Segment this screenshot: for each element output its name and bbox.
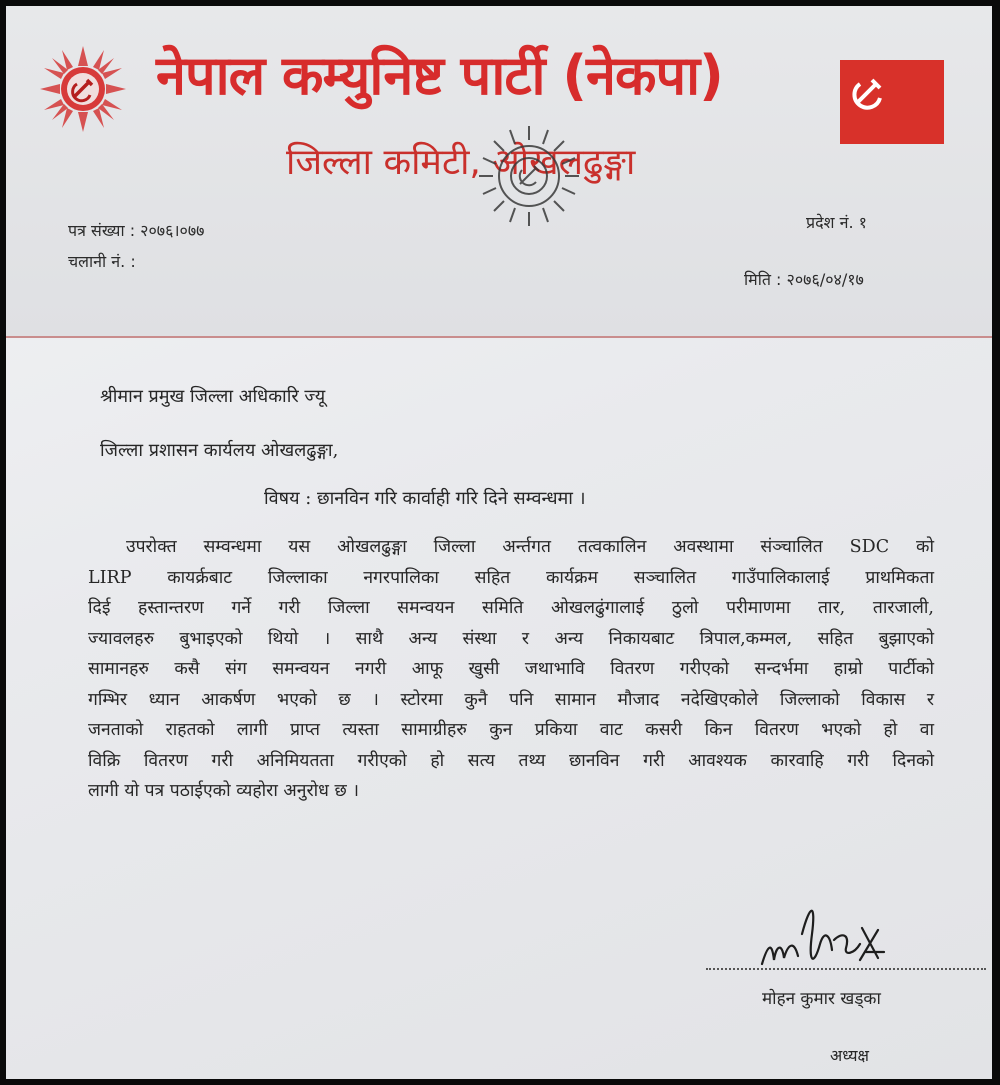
letter-date: मिति : २०७६/०४/१७ <box>744 270 864 289</box>
letter-page <box>6 6 992 1079</box>
recipient-office: जिल्ला प्रशासन कार्यलय ओखलढुङ्गा, <box>100 440 339 461</box>
district-committee-title: जिल्ला कमिटी, ओखलढुङ्गा <box>286 142 636 183</box>
subject-line: विषय : छानविन गरि कार्वाही गरि दिने सम्वन्धमा । <box>264 488 586 509</box>
party-name: नेपाल कम्युनिष्ट पार्टी (नेकपा) <box>156 44 723 107</box>
letterhead <box>6 6 992 336</box>
body-line: विक्रि वितरण गरी अनिमियतता गरीएको हो सत्य तथ्य छानविन गरी आवश्यक कारवाहि गरी दिनको <box>88 750 934 771</box>
recipient-title: श्रीमान प्रमुख जिल्ला अधिकारि ज्यू <box>100 386 326 407</box>
letter-number: पत्र संख्या : २०७६।०७७ <box>68 221 205 240</box>
signature-line <box>706 968 986 970</box>
signer-name: मोहन कुमार खड्का <box>762 989 881 1009</box>
party-seal-icon <box>454 106 604 246</box>
body-line: दिई हस्तान्तरण गर्ने गरी जिल्ला समन्वयन समिति ओखलढुंगालाई ठुलो परीमाणमा तार, तारजाली, <box>88 598 934 618</box>
dispatch-number: चलानी नं. : <box>68 252 136 271</box>
body-line: गम्भिर ध्यान आकर्षण भएको छ । स्टोरमा कुनै पनि सामान मौजाद नदेखिएकोले जिल्लाको विकास र <box>88 689 934 710</box>
body-line: उपरोक्त सम्वन्धमा यस ओखलढुङ्गा जिल्ला अर्न्तगत तत्वकालिन अवस्थामा संञ्चालित SDC को <box>126 537 934 557</box>
signer-title: अध्यक्ष <box>830 1046 869 1065</box>
province-number: प्रदेश नं. १ <box>806 213 867 232</box>
sun-emblem-icon <box>40 46 126 132</box>
hammer-sickle-icon <box>848 68 892 112</box>
body-line: सामानहरु कसै संग समन्वयन नगरी आफू खुसी जथाभावि वितरण गरीएको सन्दर्भमा हाम्रो पार्टीको <box>88 659 934 679</box>
body-line: ज्यावलहरु बुभाइएको थियो । साथै अन्य संस्था र अन्य निकायबाट त्रिपाल,कम्मल, सहित बुझाएको <box>88 628 934 649</box>
body-line: लागी यो पत्र पठाईएको व्यहोरा अनुरोध छ । <box>88 781 359 801</box>
body-line: जनताको राहतको लागी प्राप्त त्यस्ता सामाग्रीहरु कुन प्रकिया वाट कसरी किन वितरण भएको हो वा <box>88 720 934 740</box>
body-line: LIRP कायर्क्रबाट जिल्लाका नगरपालिका सहित कार्यक्रम सञ्चालित गाउँपालिकालाई प्राथमिकता <box>88 567 934 588</box>
header-divider <box>6 336 992 338</box>
handwritten-signature-icon <box>754 894 894 984</box>
letter-body <box>88 532 934 807</box>
party-flag <box>840 60 944 144</box>
